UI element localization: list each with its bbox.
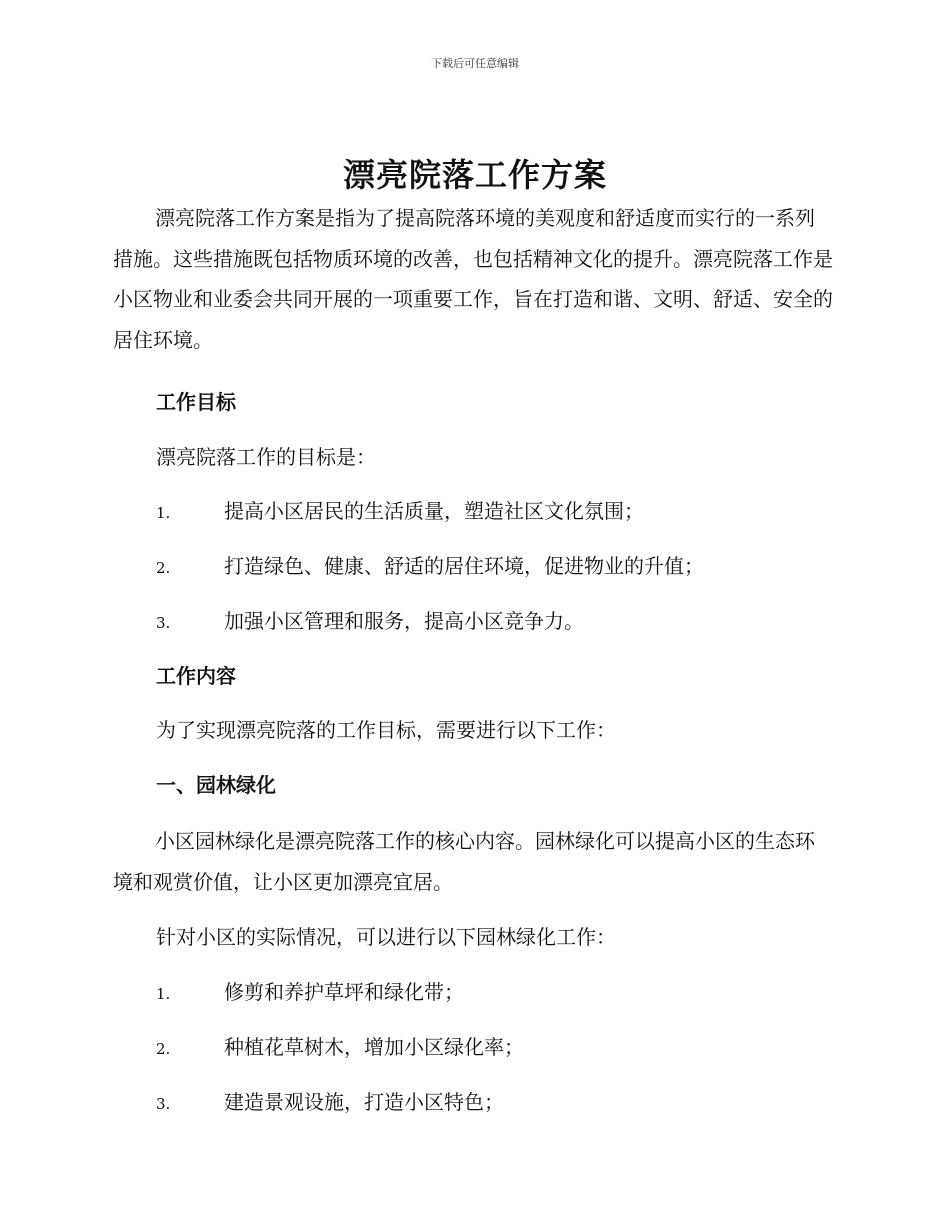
greening-list-item <box>156 978 464 1008</box>
list-text: 加强小区管理和服务，提高小区竞争力。 <box>224 609 584 633</box>
goals-lead: 漂亮院落工作的目标是： <box>156 445 376 469</box>
greening-paragraph: 小区园林绿化是漂亮院落工作的核心内容。园林绿化可以提高小区的生态环境和观赏价值，让小区更加漂亮宜居。 <box>113 829 815 894</box>
greening-lead: 针对小区的实际情况，可以进行以下园林绿化工作： <box>156 925 616 949</box>
list-text: 种植花草树木，增加小区绿化率； <box>224 1035 524 1059</box>
goals-heading: 工作目标 <box>156 390 236 414</box>
list-number: 3. <box>156 1095 171 1113</box>
greening-list-item <box>156 1033 524 1063</box>
list-number: 3. <box>156 614 171 632</box>
list-number: 2. <box>156 1040 171 1058</box>
content-lead: 为了实现漂亮院落的工作目标，需要进行以下工作： <box>156 718 616 742</box>
goals-list-item <box>156 607 584 637</box>
list-number: 2. <box>156 559 171 577</box>
greening-list-item <box>156 1088 504 1118</box>
list-number: 1. <box>156 504 171 522</box>
content-heading: 工作内容 <box>156 664 236 688</box>
list-text: 打造绿色、健康、舒适的居住环境，促进物业的升值； <box>224 554 704 578</box>
list-number: 1. <box>156 985 171 1003</box>
greening-heading: 一、园林绿化 <box>156 773 276 797</box>
list-text: 提高小区居民的生活质量，塑造社区文化氛围； <box>224 499 644 523</box>
list-text: 修剪和养护草坪和绿化带； <box>224 980 464 1004</box>
list-text: 建造景观设施，打造小区特色； <box>224 1090 504 1114</box>
goals-list-item <box>156 552 704 582</box>
goals-list-item <box>156 497 644 527</box>
page-header: 下载后可任意编辑 <box>431 57 519 70</box>
document-title: 漂亮院落工作方案 <box>342 156 607 194</box>
intro-paragraph: 漂亮院落工作方案是指为了提高院落环境的美观度和舒适度而实行的一系列措施。这些措施既包括物质环境的改善，也包括精神文化的提升。漂亮院落工作是小区物业和业委会共同开展的一项重要工作，旨在打造和谐、文明、舒适、安全的居住环境。 <box>113 206 833 352</box>
